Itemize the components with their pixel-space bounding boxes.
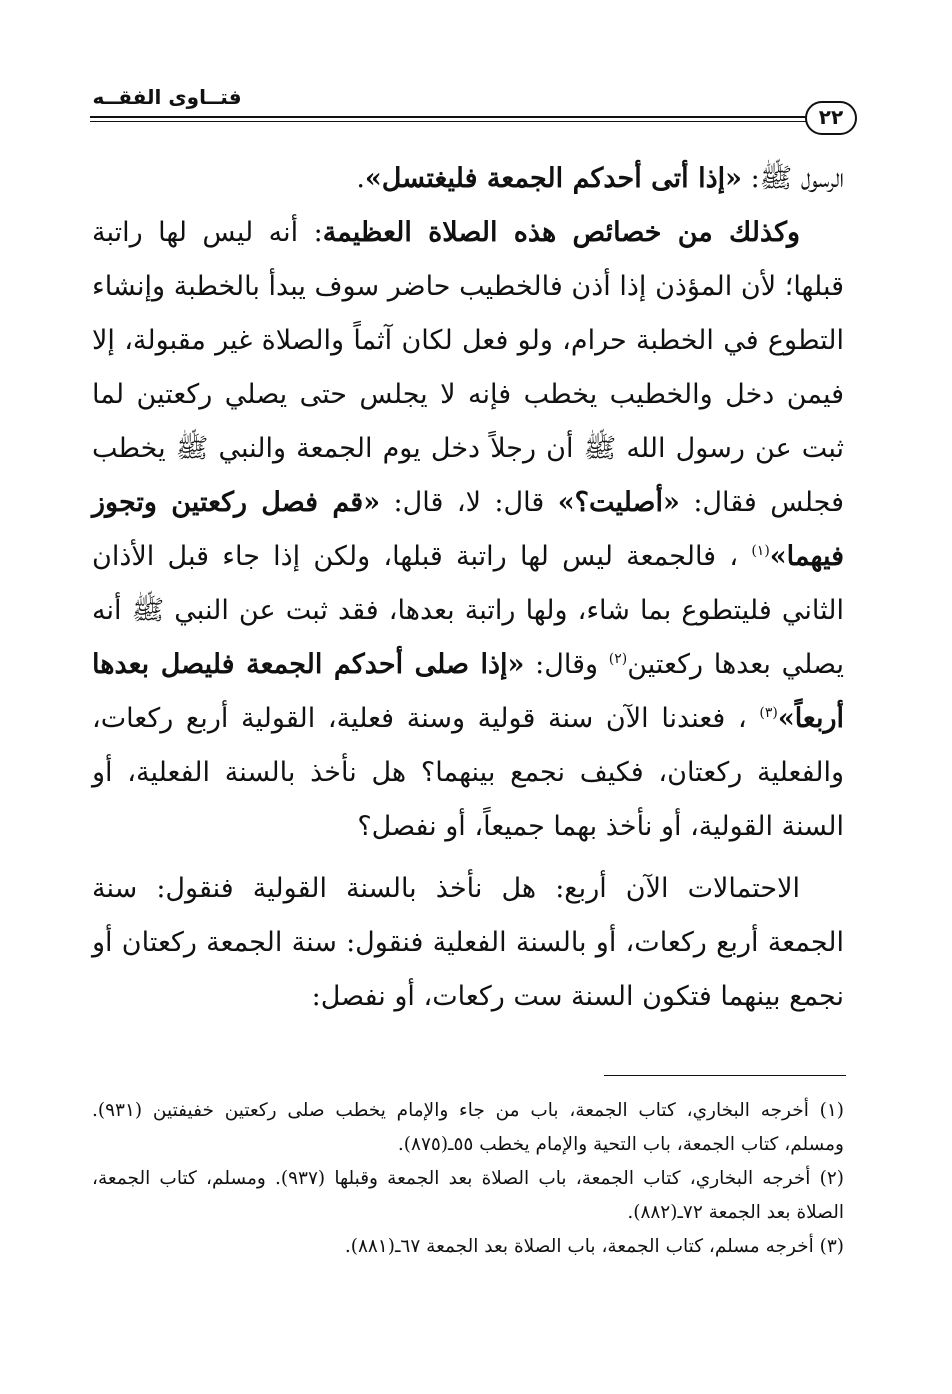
footnote-ref: (٣): [759, 705, 778, 721]
text-run: قال: لا، قال:: [380, 487, 558, 518]
footnotes: [92, 1094, 844, 1264]
footnote-3: (٣) أخرجه مسلم، كتاب الجمعة، باب الصلاة بعد الجمعة ٦٧ـ(٨٨١).: [344, 1236, 844, 1257]
hadith-quote: «إذا أتى أحدكم الجمعة فليغتسل»: [364, 163, 742, 194]
header-rule: [90, 112, 812, 126]
paragraph-3: الاحتمالات الآن أربع: هل نأخذ بالسنة القولية فنقول: سنة الجمعة أربع ركعات، أو بالسنة الفعلية فنقول: سنة الجمعة ركعتان أو نجمع بينهما فتكون السنة ست ركعات، أو نفصل:: [92, 873, 844, 1012]
text-run: وقال:: [524, 649, 609, 680]
text-run: ، فالجمعة ليس لها راتبة قبلها، ولكن إذا جاء قبل الأذان الثاني فليتطوع بما شاء، ولها راتبة بعدها، فقد ثبت عن النبي ﷺ أنه يصلي بعدها ركعتين: [92, 541, 844, 680]
text-run: : أنه ليس لها راتبة قبلها؛ لأن المؤذن إذا أذن فالخطيب حاضر سوف يبدأ بالخطبة وإنشاء التطوع في الخطبة حرام، ولو فعل لكان آثماً والصلاة غير مقبولة، إلا فيمن دخل والخطيب يخطب فإنه لا يجلس حتى يصلي ركعتين لما ثبت عن رسول الله ﷺ أن رجلاً دخل يوم الجمعة والنبي ﷺ يخطب فجلس فقال:: [92, 217, 844, 518]
header-rule-thick: [90, 116, 812, 118]
hadith-quote: «إذا صلى أحدكم الجمعة فليصل بعدها أربعاً»: [92, 649, 844, 734]
footnote-separator: [604, 1075, 846, 1076]
section-lead: وكذلك من خصائص هذه الصلاة العظيمة: [322, 217, 800, 248]
footnote-ref: (١): [751, 543, 770, 559]
page-number: ٢٢: [805, 101, 857, 135]
text-run: الرسول ﷺ:: [741, 163, 844, 194]
paragraph-2: [92, 206, 844, 854]
hadith-quote: «قم فصل ركعتين وتجوز فيهما»: [92, 487, 844, 572]
running-title: فتــاوى الفقــه: [92, 85, 242, 109]
main-text: [92, 152, 844, 1024]
header-rule-thin: [90, 121, 812, 122]
footnote-2: (٢) أخرجه البخاري، كتاب الجمعة، باب الصلاة بعد الجمعة وقبلها (٩٣٧). ومسلم، كتاب الجمعة، الصلاة بعد الجمعة ٧٢ـ(٨٨٢).: [92, 1168, 844, 1223]
text-run: .: [356, 163, 365, 194]
hadith-quote: «أصليت؟»: [557, 487, 680, 518]
footnote-ref: (٢): [608, 651, 628, 667]
text-run: ، فعندنا الآن سنة قولية وسنة فعلية، القولية أربع ركعات، والفعلية ركعتان، فكيف نجمع بينهما؟ هل نأخذ بالسنة الفعلية، أو السنة القولية، أو نأخذ بهما جميعاً، أو نفصل؟: [92, 703, 844, 842]
footnote-1: (١) أخرجه البخاري، كتاب الجمعة، باب من جاء والإمام يخطب صلى ركعتين خفيفتين (٩٣١). ومسلم، كتاب الجمعة، باب التحية والإمام يخطب ٥٥ـ(٨٧٥).: [92, 1100, 844, 1155]
paragraph-1: [92, 152, 844, 206]
